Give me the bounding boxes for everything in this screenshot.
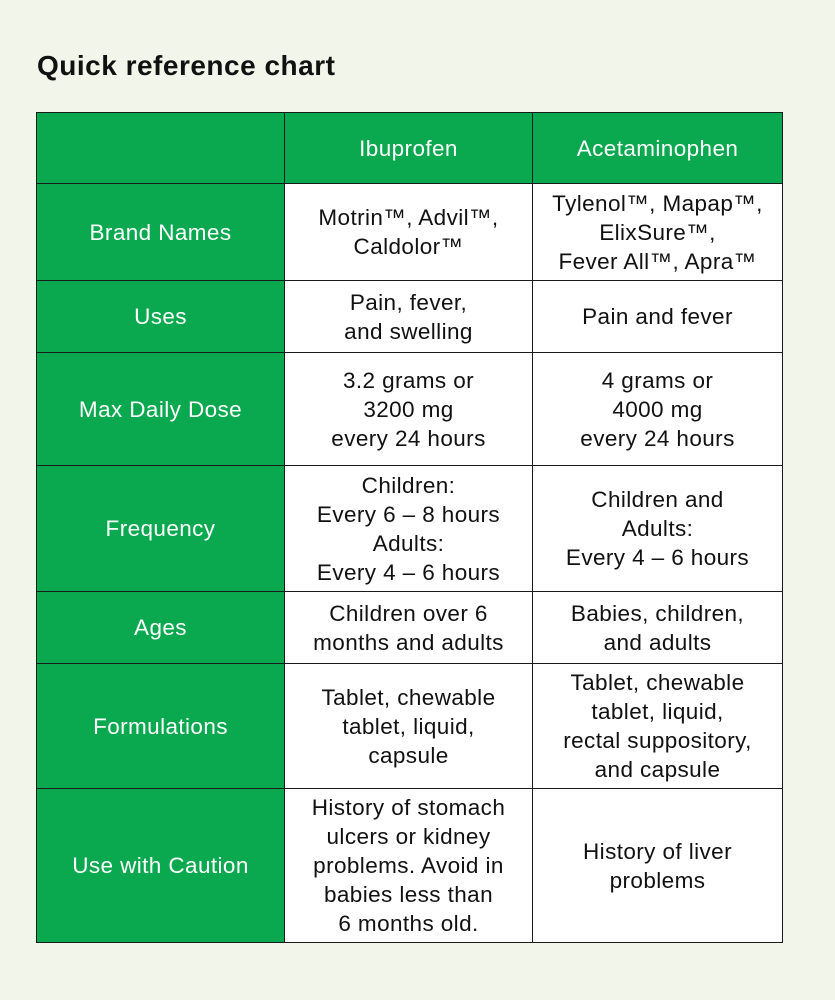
row-label-use-with-caution: Use with Caution xyxy=(37,789,285,943)
cell-ibuprofen-use-with-caution: History of stomach ulcers or kidney problems. Avoid in babies less than 6 months old. xyxy=(285,789,533,943)
cell-acetaminophen-uses: Pain and fever xyxy=(533,281,783,353)
table-row xyxy=(37,664,783,789)
table-row xyxy=(37,592,783,664)
cell-ibuprofen-formulations: Tablet, chewable tablet, liquid, capsule xyxy=(285,664,533,789)
row-label-formulations: Formulations xyxy=(37,664,285,789)
row-label-frequency: Frequency xyxy=(37,466,285,592)
table-header-row xyxy=(37,113,783,184)
cell-ibuprofen-ages: Children over 6 months and adults xyxy=(285,592,533,664)
row-label-ages: Ages xyxy=(37,592,285,664)
cell-acetaminophen-use-with-caution: History of liver problems xyxy=(533,789,783,943)
row-label-brand-names: Brand Names xyxy=(37,184,285,281)
row-label-uses: Uses xyxy=(37,281,285,353)
header-blank-cell xyxy=(37,113,285,184)
cell-ibuprofen-brand-names: Motrin™, Advil™, Caldolor™ xyxy=(285,184,533,281)
cell-ibuprofen-frequency: Children: Every 6 – 8 hours Adults: Every 4 – 6 hours xyxy=(285,466,533,592)
cell-acetaminophen-frequency: Children and Adults: Every 4 – 6 hours xyxy=(533,466,783,592)
table-row xyxy=(37,466,783,592)
cell-acetaminophen-ages: Babies, children, and adults xyxy=(533,592,783,664)
reference-table xyxy=(36,112,783,943)
table-row xyxy=(37,184,783,281)
page-title: Quick reference chart xyxy=(37,50,336,81)
cell-acetaminophen-max-daily-dose: 4 grams or 4000 mg every 24 hours xyxy=(533,353,783,466)
header-ibuprofen: Ibuprofen xyxy=(285,113,533,184)
header-acetaminophen: Acetaminophen xyxy=(533,113,783,184)
cell-acetaminophen-brand-names: Tylenol™, Mapap™, ElixSure™, Fever All™, Apra™ xyxy=(533,184,783,281)
table-row xyxy=(37,353,783,466)
cell-ibuprofen-uses: Pain, fever, and swelling xyxy=(285,281,533,353)
cell-acetaminophen-formulations: Tablet, chewable tablet, liquid, rectal suppository, and capsule xyxy=(533,664,783,789)
row-label-max-daily-dose: Max Daily Dose xyxy=(37,353,285,466)
table-row xyxy=(37,281,783,353)
cell-ibuprofen-max-daily-dose: 3.2 grams or 3200 mg every 24 hours xyxy=(285,353,533,466)
table-row xyxy=(37,789,783,943)
